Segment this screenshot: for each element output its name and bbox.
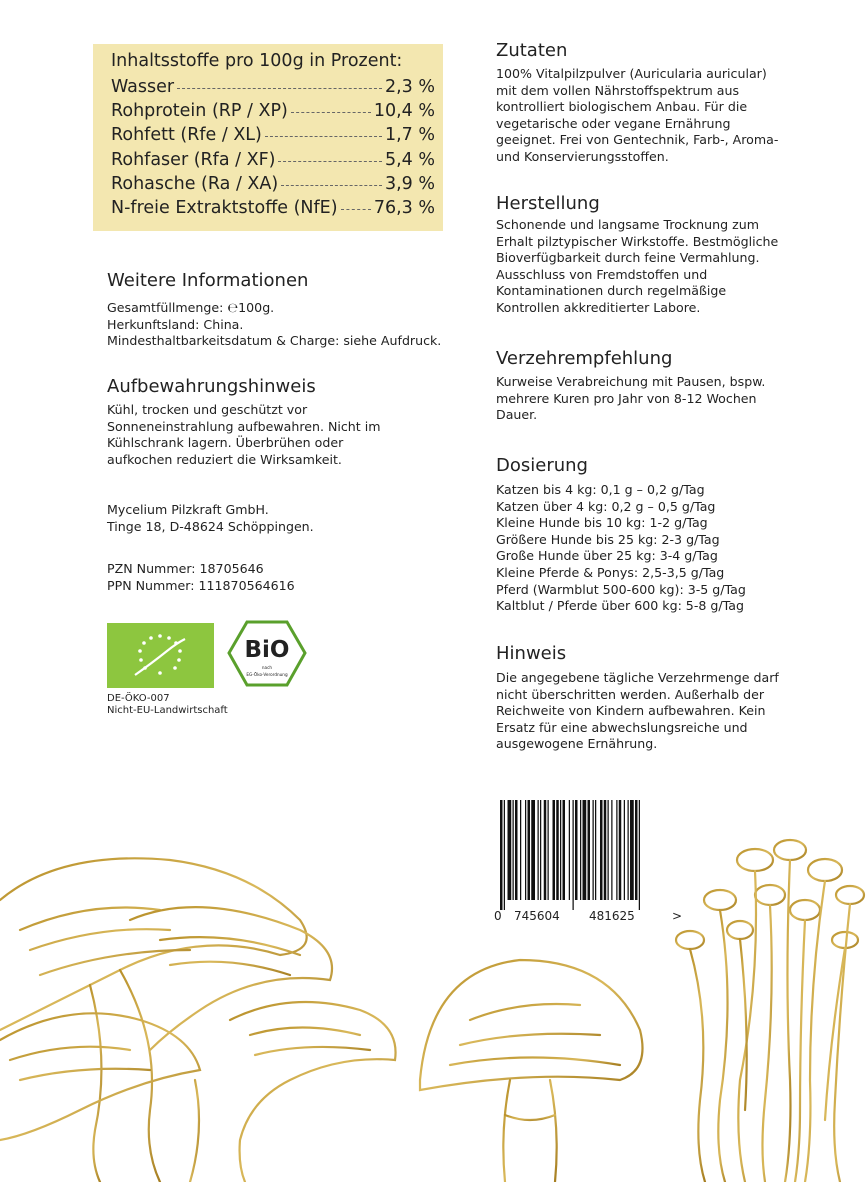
nutrition-row (111, 101, 435, 121)
nutrition-row (111, 174, 435, 194)
barcode-bar (580, 800, 581, 900)
nutrition-value: 3,9 % (384, 174, 435, 194)
zutaten-heading: Zutaten (496, 40, 568, 61)
barcode-bar (569, 800, 570, 900)
company-address: Mycelium Pilzkraft GmbH. Tinge 18, D-48624 Schöppingen. (107, 502, 314, 534)
nutrition-value: 1,7 % (384, 125, 435, 145)
hinweis-text: Die angegebene tägliche Verzehrmenge darf nicht überschritten werden. Außerhalb der Reichweite von Kindern aufbewahren. Kein Ersatz für eine abwechslungsreiche und ausgewogene Ernährung. (496, 670, 779, 752)
product-numbers: PZN Nummer: 18705646 PPN Nummer: 111870564616 (107, 561, 295, 593)
barcode-bar (593, 800, 594, 900)
nutrition-value: 76,3 % (373, 198, 435, 218)
dosierung-text: Katzen bis 4 kg: 0,1 g – 0,2 g/Tag Katzen über 4 kg: 0,2 g – 0,5 g/Tag Kleine Hunde bis 10 kg: 1-2 g/Tag Größere Hunde bis 25 kg: 2-3 g/Tag Große Hunde über 25 kg: 3-4 g/Tag Kleine Pferde & Ponys: 2,5-3,5 g/Tag Pferd (Warmblut 500-600 kg): 3-5 g/Tag Kaltblut / Pferde über 600 kg: 5-8 g/Tag (496, 482, 746, 614)
barcode-bar (604, 800, 607, 900)
bio-seal-logo (227, 620, 307, 687)
nutrition-row (111, 150, 435, 170)
barcode-bar (500, 800, 503, 910)
barcode (494, 800, 684, 924)
dosierung-heading: Dosierung (496, 455, 588, 476)
barcode-bar (553, 800, 556, 900)
nutrition-label: Wasser (111, 77, 175, 97)
barcode-bar (513, 800, 514, 900)
barcode-bar (515, 800, 518, 900)
aufbewahrung-heading: Aufbewahrungshinweis (107, 376, 316, 397)
nutrition-label: N-freie Extraktstoffe (NfE) (111, 198, 338, 218)
barcode-bar (635, 800, 638, 900)
barcode-bar (619, 800, 622, 900)
barcode-bar (628, 800, 629, 900)
barcode-tail: > (672, 909, 683, 923)
nutrition-value: 10,4 % (373, 101, 435, 121)
weitere-text: Gesamtfüllmenge: ℮100g. Herkunftsland: China. Mindesthaltbarkeitsdatum & Charge: siehe Aufdruck. (107, 300, 442, 349)
aufbewahrung-text: Kühl, trocken und geschützt vor Sonneneinstrahlung aufbewahren. Nicht im Kühlschrank lagern. Überbrühen oder aufkochen reduziert die Wirksamkeit. (107, 402, 381, 467)
nutrition-row (111, 77, 435, 97)
barcode-bar (528, 800, 531, 900)
bio-seal-label: BiO (244, 637, 290, 663)
barcode-bar (531, 800, 535, 900)
barcode-bar (600, 800, 603, 900)
verzehr-text: Kurweise Verabreichung mit Pausen, bspw. mehrere Kuren pro Jahr von 8-12 Wochen Dauer. (496, 374, 766, 423)
barcode-bar (575, 800, 578, 900)
nutrition-row (111, 198, 435, 218)
barcode-bar (624, 800, 625, 900)
barcode-bar (630, 800, 634, 900)
herstellung-text: Schonende und langsame Trocknung zum Erhalt pilztypischer Wirkstoffe. Bestmögliche Bioverfügbarkeit durch feine Vermahlung. Ausschluss von Fremdstoffen und Kontaminationen durch regelmäßige Kontrollen akkreditierter Labore. (496, 217, 779, 315)
nutrition-label: Rohprotein (RP / XP) (111, 101, 288, 121)
barcode-bar (608, 800, 609, 900)
verzehr-heading: Verzehrempfehlung (496, 348, 673, 369)
barcode-bar (548, 800, 549, 900)
barcode-bar (563, 800, 566, 900)
nutrition-row (111, 125, 435, 145)
barcode-bar (556, 800, 559, 900)
barcode-bar (520, 800, 521, 900)
mushroom-illustration (0, 780, 867, 1182)
barcode-group-2: 481625 (589, 909, 635, 923)
barcode-bars (500, 800, 640, 910)
svg-text:EG-Öko-Verordnung: EG-Öko-Verordnung (246, 672, 288, 677)
nutrition-title: Inhaltsstoffe pro 100g in Prozent: (111, 51, 403, 71)
barcode-bar (508, 800, 512, 900)
nutrition-value: 2,3 % (384, 77, 435, 97)
barcode-bar (611, 800, 612, 900)
barcode-bar (588, 800, 591, 900)
eu-organic-logo (107, 623, 214, 688)
barcode-group-1: 745604 (514, 909, 560, 923)
weitere-heading: Weitere Informationen (107, 270, 309, 291)
barcode-bar (540, 800, 541, 900)
barcode-bar (525, 800, 526, 900)
hinweis-heading: Hinweis (496, 643, 567, 664)
barcode-bar (544, 800, 547, 900)
barcode-bar (538, 800, 539, 900)
barcode-bar (504, 800, 505, 910)
barcode-bar (616, 800, 617, 900)
barcode-bar (583, 800, 587, 900)
zutaten-text: 100% Vitalpilzpulver (Auricularia auricular) mit dem vollen Nährstoffspektrum aus kontrolliert biologischem Anbau. Für die vegetarische oder vegane Ernährung geeignet. Frei von Gentechnik, Farb-, Aroma- und Konservierungsstoffen. (496, 66, 779, 164)
svg-text:nach: nach (261, 665, 273, 670)
barcode-bar (573, 800, 574, 910)
nutrition-label: Rohasche (Ra / XA) (111, 174, 279, 194)
nutrition-label: Rohfaser (Rfa / XF) (111, 150, 276, 170)
barcode-bar (560, 800, 561, 900)
herstellung-heading: Herstellung (496, 193, 600, 214)
nutrition-label: Rohfett (Rfe / XL) (111, 125, 262, 145)
certification-code: DE-ÖKO-007 Nicht-EU-Landwirtschaft (107, 693, 228, 716)
barcode-lead-digit: 0 (494, 909, 502, 923)
nutrition-value: 5,4 % (384, 150, 435, 170)
barcode-bar (639, 800, 640, 910)
barcode-bar (595, 800, 596, 900)
